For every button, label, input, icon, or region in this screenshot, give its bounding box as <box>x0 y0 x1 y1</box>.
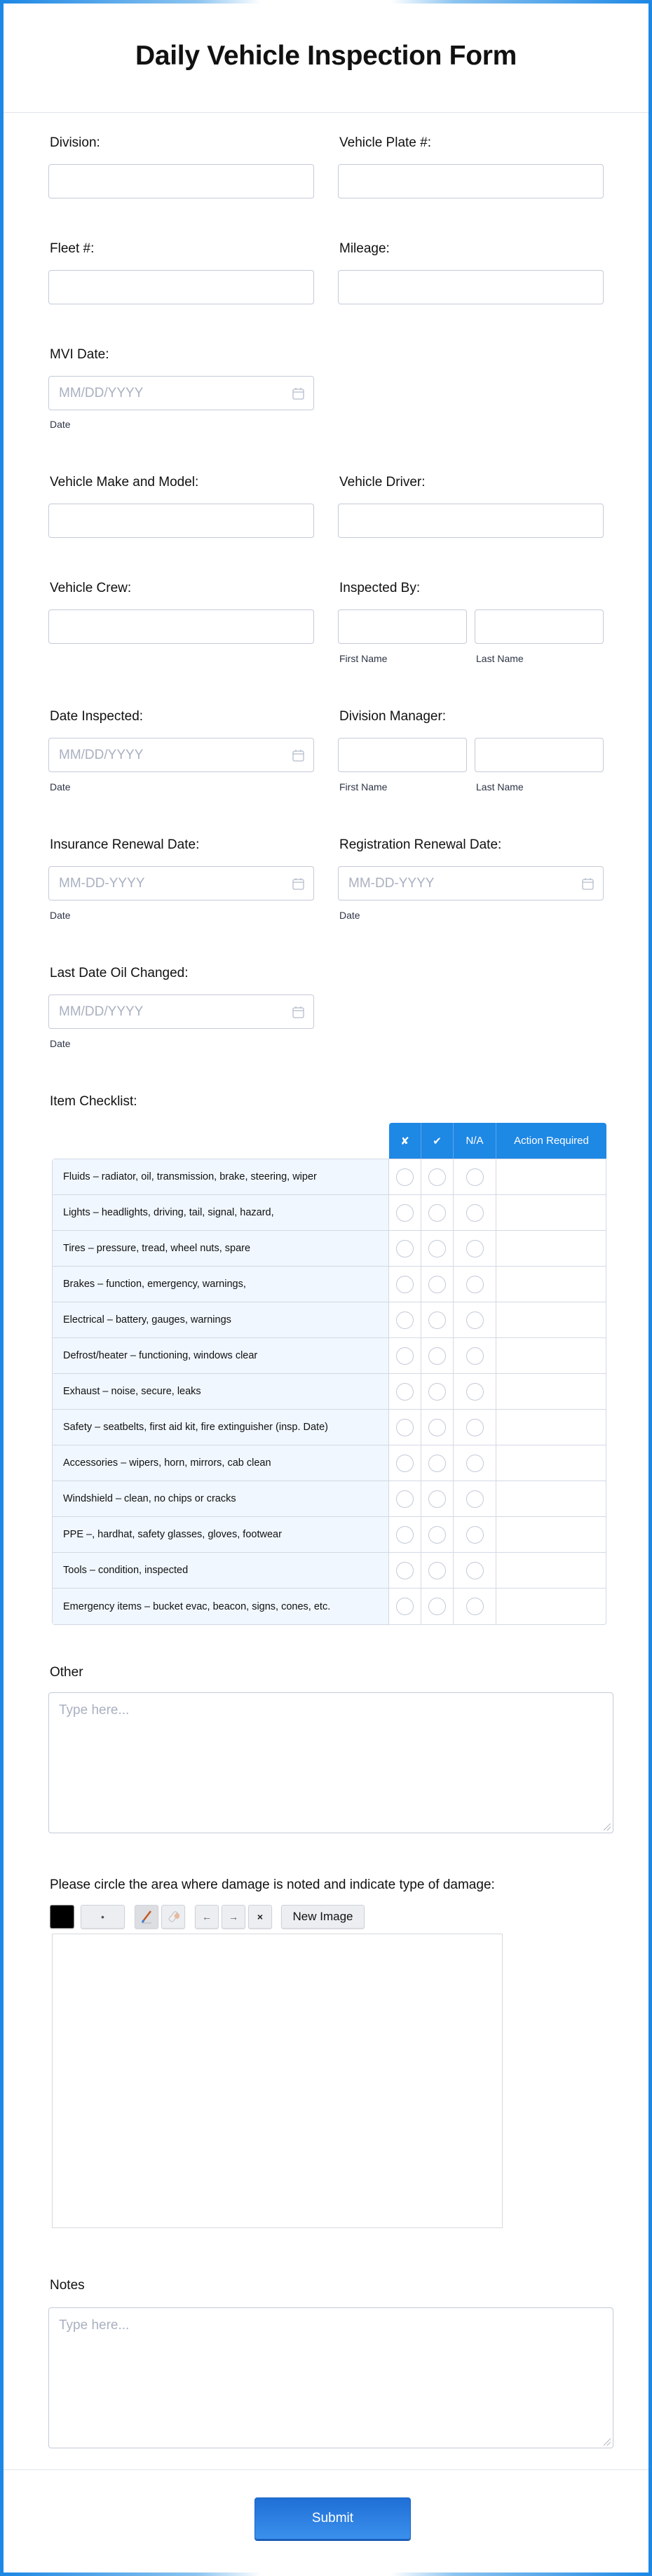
na-cell <box>454 1302 496 1337</box>
pass-cell <box>421 1589 454 1624</box>
pass-radio[interactable] <box>428 1311 446 1329</box>
pass-cell <box>421 1338 454 1373</box>
table-row <box>53 1589 606 1624</box>
fail-radio[interactable] <box>396 1383 414 1401</box>
registration-renewal-label: Registration Renewal Date: <box>339 837 502 852</box>
pass-cell <box>421 1374 454 1409</box>
notes-label: Notes <box>50 2278 85 2293</box>
fail-cell <box>389 1481 421 1516</box>
checklist-item-label: Accessories – wipers, horn, mirrors, cab clean <box>53 1445 389 1481</box>
fail-cell <box>389 1553 421 1588</box>
registration-renewal-input[interactable] <box>338 866 604 901</box>
checklist-item-label: Windshield – clean, no chips or cracks <box>53 1481 389 1516</box>
fail-cell <box>389 1338 421 1373</box>
notes-textarea[interactable] <box>48 2307 613 2448</box>
oil-changed-placeholder: MM/DD/YYYY <box>59 1004 144 1019</box>
footer-divider <box>4 2469 648 2470</box>
pass-radio[interactable] <box>428 1240 446 1257</box>
resize-handle-icon[interactable] <box>604 2439 611 2446</box>
checklist-item-label: Safety – seatbelts, first aid kit, fire extinguisher (insp. Date) <box>53 1410 389 1445</box>
date-inspected-input[interactable] <box>48 738 314 772</box>
notes-placeholder: Type here... <box>59 2318 130 2333</box>
checklist-item-label: Emergency items – bucket evac, beacon, signs, cones, etc. <box>53 1589 389 1624</box>
pass-radio[interactable] <box>428 1455 446 1472</box>
division-label: Division: <box>50 135 100 150</box>
division-manager-first-name-input[interactable] <box>338 738 467 772</box>
table-row <box>53 1481 606 1517</box>
color-picker-button[interactable] <box>50 1905 74 1929</box>
na-radio[interactable] <box>466 1455 484 1472</box>
table-row <box>53 1553 606 1589</box>
damage-drawing-canvas[interactable] <box>52 1934 503 2228</box>
bottom-accent-bar <box>4 2572 648 2576</box>
header-na: N/A <box>454 1123 496 1159</box>
action-required-input[interactable] <box>496 1410 606 1445</box>
dot-icon: • <box>101 1911 104 1922</box>
pass-radio[interactable] <box>428 1276 446 1293</box>
pass-cell <box>421 1231 454 1266</box>
fleet-input[interactable] <box>48 270 314 304</box>
insurance-renewal-input[interactable] <box>48 866 314 901</box>
calendar-icon[interactable] <box>292 1006 304 1018</box>
action-required-input[interactable] <box>496 1517 606 1552</box>
insurance-renewal-sublabel: Date <box>50 910 71 921</box>
make-model-input[interactable] <box>48 504 314 538</box>
na-radio[interactable] <box>466 1240 484 1257</box>
division-input[interactable] <box>48 164 314 198</box>
action-required-input[interactable] <box>496 1302 606 1337</box>
division-manager-label: Division Manager: <box>339 709 447 724</box>
action-required-input[interactable] <box>496 1374 606 1409</box>
submit-button[interactable]: Submit <box>254 2497 411 2540</box>
calendar-icon[interactable] <box>292 387 304 400</box>
checklist-rows <box>52 1159 606 1625</box>
other-placeholder: Type here... <box>59 1703 130 1718</box>
date-inspected-placeholder: MM/DD/YYYY <box>59 747 144 762</box>
checklist-item-label: Fluids – radiator, oil, transmission, brake, steering, wiper <box>53 1159 389 1194</box>
action-required-input[interactable] <box>496 1445 606 1481</box>
pass-cell <box>421 1517 454 1552</box>
date-inspected-label: Date Inspected: <box>50 709 144 724</box>
na-radio[interactable] <box>466 1347 484 1365</box>
pass-radio[interactable] <box>428 1383 446 1401</box>
resize-handle-icon[interactable] <box>604 1823 611 1830</box>
division-manager-last-name-input[interactable] <box>475 738 604 772</box>
inspected-by-label: Inspected By: <box>339 581 421 595</box>
other-label: Other <box>50 1665 83 1680</box>
inspected-by-first-name-input[interactable] <box>338 609 467 644</box>
paintbrush-icon <box>140 1910 153 1924</box>
driver-input[interactable] <box>338 504 604 538</box>
pass-radio[interactable] <box>428 1598 446 1615</box>
pass-radio[interactable] <box>428 1562 446 1579</box>
table-row <box>53 1338 606 1374</box>
oil-changed-input[interactable] <box>48 994 314 1029</box>
brush-tool-button[interactable] <box>135 1905 158 1929</box>
checklist-item-label: Exhaust – noise, secure, leaks <box>53 1374 389 1409</box>
mvi-date-placeholder: MM/DD/YYYY <box>59 385 144 400</box>
pass-radio[interactable] <box>428 1490 446 1508</box>
fail-radio[interactable] <box>396 1311 414 1329</box>
clear-button[interactable] <box>248 1905 272 1929</box>
pass-cell <box>421 1410 454 1445</box>
mvi-date-sublabel: Date <box>50 419 71 430</box>
vehicle-plate-label: Vehicle Plate #: <box>339 135 431 150</box>
na-radio[interactable] <box>466 1526 484 1544</box>
na-radio[interactable] <box>466 1598 484 1615</box>
calendar-icon[interactable] <box>292 877 304 890</box>
action-required-input[interactable] <box>496 1481 606 1516</box>
oil-changed-label: Last Date Oil Changed: <box>50 966 189 980</box>
na-radio[interactable] <box>466 1276 484 1293</box>
na-cell <box>454 1374 496 1409</box>
fail-radio[interactable] <box>396 1598 414 1615</box>
table-row <box>53 1231 606 1267</box>
undo-button[interactable] <box>195 1905 219 1929</box>
calendar-icon[interactable] <box>292 749 304 762</box>
fail-cell <box>389 1267 421 1302</box>
checklist-item-label: Brakes – function, emergency, warnings, <box>53 1267 389 1302</box>
fail-radio[interactable] <box>396 1526 414 1544</box>
action-required-input[interactable] <box>496 1159 606 1194</box>
fail-radio[interactable] <box>396 1168 414 1186</box>
checklist-item-label: Defrost/heater – functioning, windows clear <box>53 1338 389 1373</box>
na-cell <box>454 1481 496 1516</box>
na-radio[interactable] <box>466 1168 484 1186</box>
checklist-item-label: PPE –, hardhat, safety glasses, gloves, footwear <box>53 1517 389 1552</box>
crew-label: Vehicle Crew: <box>50 581 132 595</box>
fail-radio[interactable] <box>396 1562 414 1579</box>
fail-radio[interactable] <box>396 1276 414 1293</box>
new-image-button[interactable]: New Image <box>281 1905 365 1929</box>
table-row <box>53 1302 606 1338</box>
na-cell <box>454 1589 496 1624</box>
registration-renewal-placeholder: MM-DD-YYYY <box>348 875 435 891</box>
checklist-item-label: Lights – headlights, driving, tail, signal, hazard, <box>53 1195 389 1230</box>
pass-cell <box>421 1159 454 1194</box>
insurance-renewal-placeholder: MM-DD-YYYY <box>59 875 145 891</box>
arrow-left-icon: ← <box>202 1911 212 1922</box>
pass-radio[interactable] <box>428 1419 446 1436</box>
fail-radio[interactable] <box>396 1347 414 1365</box>
pass-radio[interactable] <box>428 1168 446 1186</box>
pass-cell <box>421 1553 454 1588</box>
arrow-right-icon: → <box>229 1911 238 1922</box>
na-radio[interactable] <box>466 1490 484 1508</box>
action-required-input[interactable] <box>496 1267 606 1302</box>
action-required-input[interactable] <box>496 1553 606 1588</box>
crew-input[interactable] <box>48 609 314 644</box>
make-model-label: Vehicle Make and Model: <box>50 475 199 490</box>
pass-cell <box>421 1481 454 1516</box>
division-manager-first-sublabel: First Name <box>339 781 388 793</box>
form-header <box>4 0 648 113</box>
table-row <box>53 1517 606 1553</box>
table-row <box>53 1267 606 1302</box>
inspected-by-first-sublabel: First Name <box>339 653 388 664</box>
table-row <box>53 1445 606 1481</box>
other-textarea[interactable] <box>48 1692 613 1833</box>
inspected-by-last-sublabel: Last Name <box>476 653 524 664</box>
na-cell <box>454 1195 496 1230</box>
na-cell <box>454 1410 496 1445</box>
action-required-input[interactable] <box>496 1231 606 1266</box>
checklist-item-label: Tools – condition, inspected <box>53 1553 389 1588</box>
fail-radio[interactable] <box>396 1490 414 1508</box>
mvi-date-input[interactable] <box>48 376 314 410</box>
insurance-renewal-label: Insurance Renewal Date: <box>50 837 200 852</box>
na-radio[interactable] <box>466 1311 484 1329</box>
eraser-tool-button[interactable] <box>161 1905 185 1929</box>
mileage-input[interactable] <box>338 270 604 304</box>
fail-cell <box>389 1374 421 1409</box>
division-manager-last-sublabel: Last Name <box>476 781 524 793</box>
header-pass: ✔ <box>421 1123 454 1159</box>
na-radio[interactable] <box>466 1419 484 1436</box>
fail-cell <box>389 1410 421 1445</box>
oil-changed-sublabel: Date <box>50 1038 71 1049</box>
fail-radio[interactable] <box>396 1204 414 1222</box>
table-row <box>53 1159 606 1195</box>
pass-cell <box>421 1267 454 1302</box>
mvi-date-label: MVI Date: <box>50 347 109 362</box>
checklist-label: Item Checklist: <box>50 1094 137 1109</box>
calendar-icon[interactable] <box>582 877 594 890</box>
action-required-input[interactable] <box>496 1338 606 1373</box>
table-row <box>53 1410 606 1445</box>
fail-cell <box>389 1517 421 1552</box>
header-fail: ✘ <box>389 1123 421 1159</box>
fail-radio[interactable] <box>396 1419 414 1436</box>
na-cell <box>454 1338 496 1373</box>
damage-label: Please circle the area where damage is noted and indicate type of damage: <box>50 1877 495 1892</box>
fail-cell <box>389 1159 421 1194</box>
fail-cell <box>389 1589 421 1624</box>
fail-radio[interactable] <box>396 1455 414 1472</box>
close-icon: × <box>257 1911 264 1922</box>
pass-cell <box>421 1302 454 1337</box>
fail-cell <box>389 1302 421 1337</box>
header-action-required: Action Required <box>514 1135 589 1147</box>
action-required-input[interactable] <box>496 1589 606 1624</box>
brush-size-button[interactable] <box>81 1905 125 1929</box>
vehicle-plate-input[interactable] <box>338 164 604 198</box>
checklist-header <box>389 1123 606 1159</box>
na-cell <box>454 1267 496 1302</box>
checklist-item-label: Electrical – battery, gauges, warnings <box>53 1302 389 1337</box>
eraser-icon <box>167 1910 179 1923</box>
fail-cell <box>389 1231 421 1266</box>
pass-cell <box>421 1195 454 1230</box>
na-cell <box>454 1231 496 1266</box>
na-radio[interactable] <box>466 1204 484 1222</box>
table-row <box>53 1374 606 1410</box>
driver-label: Vehicle Driver: <box>339 475 426 490</box>
na-cell <box>454 1553 496 1588</box>
pass-radio[interactable] <box>428 1347 446 1365</box>
na-cell <box>454 1159 496 1194</box>
pass-radio[interactable] <box>428 1526 446 1544</box>
na-radio[interactable] <box>466 1562 484 1579</box>
inspected-by-last-name-input[interactable] <box>475 609 604 644</box>
na-cell <box>454 1517 496 1552</box>
fail-cell <box>389 1445 421 1481</box>
checklist-item-label: Tires – pressure, tread, wheel nuts, spare <box>53 1231 389 1266</box>
mileage-label: Mileage: <box>339 241 390 256</box>
fleet-label: Fleet #: <box>50 241 95 256</box>
na-cell <box>454 1445 496 1481</box>
form-title: Daily Vehicle Inspection Form <box>135 41 517 71</box>
fail-cell <box>389 1195 421 1230</box>
pass-cell <box>421 1445 454 1481</box>
date-inspected-sublabel: Date <box>50 781 71 793</box>
pass-radio[interactable] <box>428 1204 446 1222</box>
action-required-input[interactable] <box>496 1195 606 1230</box>
fail-radio[interactable] <box>396 1240 414 1257</box>
registration-renewal-sublabel: Date <box>339 910 360 921</box>
na-radio[interactable] <box>466 1383 484 1401</box>
table-row <box>53 1195 606 1231</box>
redo-button[interactable] <box>222 1905 245 1929</box>
